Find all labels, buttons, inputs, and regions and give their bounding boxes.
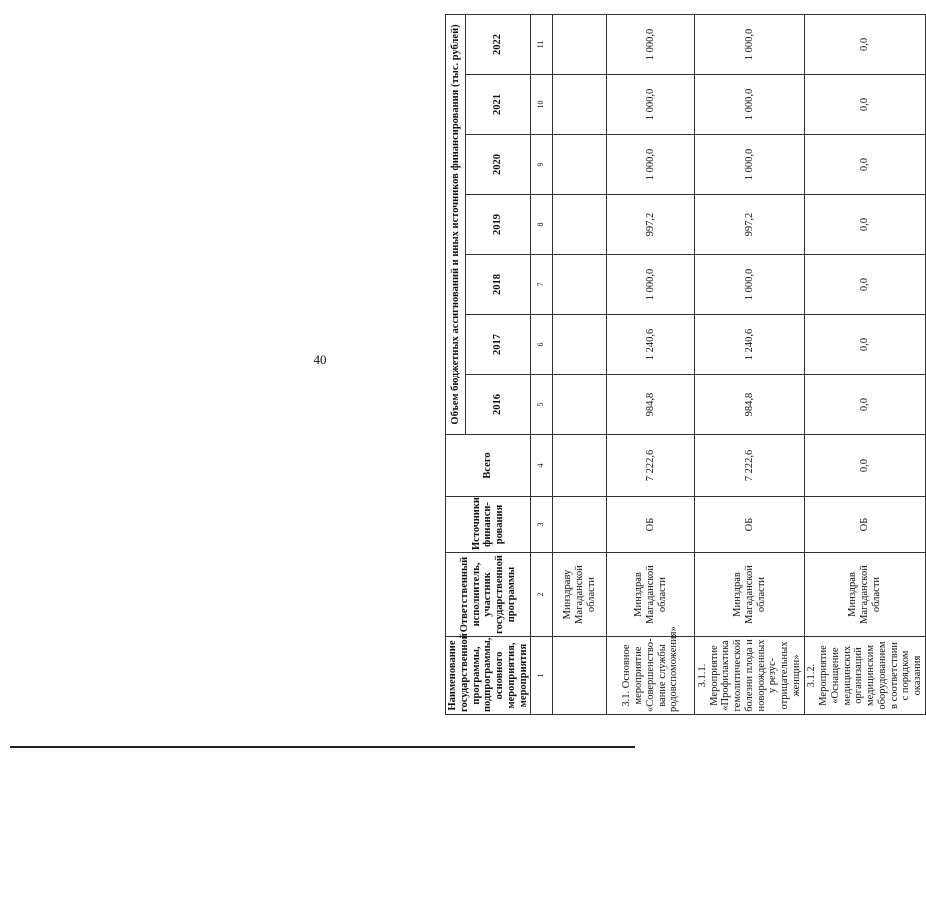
cell-value: 984,8 [695,375,805,435]
cell-source: ОБ [805,497,926,553]
table-row [805,14,926,714]
cell-value: 984,8 [607,375,695,435]
bottom-rule [10,746,635,748]
cell-value: 0,0 [805,14,926,74]
cell-executor: Минздраву Магаданской области [553,553,607,637]
cell-value: 1 000,0 [695,255,805,315]
column-number: 3 [531,497,553,553]
cell-executor: Минздрав Магаданской области [805,553,926,637]
column-number: 7 [531,255,553,315]
cell-value: 1 000,0 [607,75,695,135]
header-year-2016: 2016 [466,375,531,435]
column-number: 1 [531,637,553,715]
cell-source [553,497,607,553]
cell-value: 1 240,6 [695,315,805,375]
column-number-row [531,14,553,714]
cell-value: 1 000,0 [695,14,805,74]
cell-value: 0,0 [805,75,926,135]
cell-value [553,375,607,435]
cell-name: 3.1.2. Мероприятие «Оснащение медицинских организаций медицинским оборудованием в соответствии с порядком оказания [805,637,926,715]
cell-source: ОБ [695,497,805,553]
cell-value: 0,0 [805,375,926,435]
header-year-2019: 2019 [466,195,531,255]
header-year-2021: 2021 [466,75,531,135]
header-year-2018: 2018 [466,255,531,315]
cell-value: 1 240,6 [607,315,695,375]
cell-value: 0,0 [805,255,926,315]
cell-value: 997,2 [607,195,695,255]
cell-value [553,315,607,375]
table-row [695,14,805,714]
cell-executor: Минздрав Магаданской области [695,553,805,637]
column-number: 11 [531,14,553,74]
cell-value [553,14,607,74]
header-volume: Объем бюджетных ассигнований и иных источников финансирования (тыс. рублей) [446,14,466,434]
column-number: 4 [531,435,553,497]
cell-value: 0,0 [805,315,926,375]
page-number: 40 [313,352,327,367]
header-source: Источники финанси-рования [446,497,531,553]
column-number: 9 [531,135,553,195]
cell-total: 7 222,6 [695,435,805,497]
cell-name: 3.1. Основное мероприятие «Совершенство-вание службы родовспоможения» [607,637,695,715]
cell-executor: Минздрав Магаданской области [607,553,695,637]
column-number: 8 [531,195,553,255]
column-number: 6 [531,315,553,375]
cell-source: ОБ [607,497,695,553]
cell-value [553,75,607,135]
cell-value [553,195,607,255]
cell-value: 1 000,0 [607,135,695,195]
column-number: 10 [531,75,553,135]
cell-value [553,135,607,195]
cell-total: 7 222,6 [607,435,695,497]
cell-name [553,637,607,715]
header-name: Наименование государственной программы, подпрограммы, основного мероприятия, мероприятия [446,637,531,715]
header-year-2017: 2017 [466,315,531,375]
cell-value [553,255,607,315]
cell-total: 0,0 [805,435,926,497]
header-total: Всего [446,435,531,497]
rotated-table-container [445,15,923,715]
header-executor: Ответственный исполнитель, участник государственной программы [446,553,531,637]
header-year-2022: 2022 [466,14,531,74]
header-year-2020: 2020 [466,135,531,195]
cell-total [553,435,607,497]
table-row [607,14,695,714]
cell-value: 1 000,0 [695,75,805,135]
cell-value: 0,0 [805,195,926,255]
table-row [553,14,607,714]
cell-value: 997,2 [695,195,805,255]
column-number: 5 [531,375,553,435]
cell-name: 3.1.1. Мероприятие «Профилактика гемолитической болезни плода и новорожденных у резус-отрицательных женщин» [695,637,805,715]
column-number: 2 [531,553,553,637]
cell-value: 1 000,0 [607,14,695,74]
cell-value: 1 000,0 [607,255,695,315]
budget-table [445,14,926,715]
cell-value: 1 000,0 [695,135,805,195]
cell-value: 0,0 [805,135,926,195]
